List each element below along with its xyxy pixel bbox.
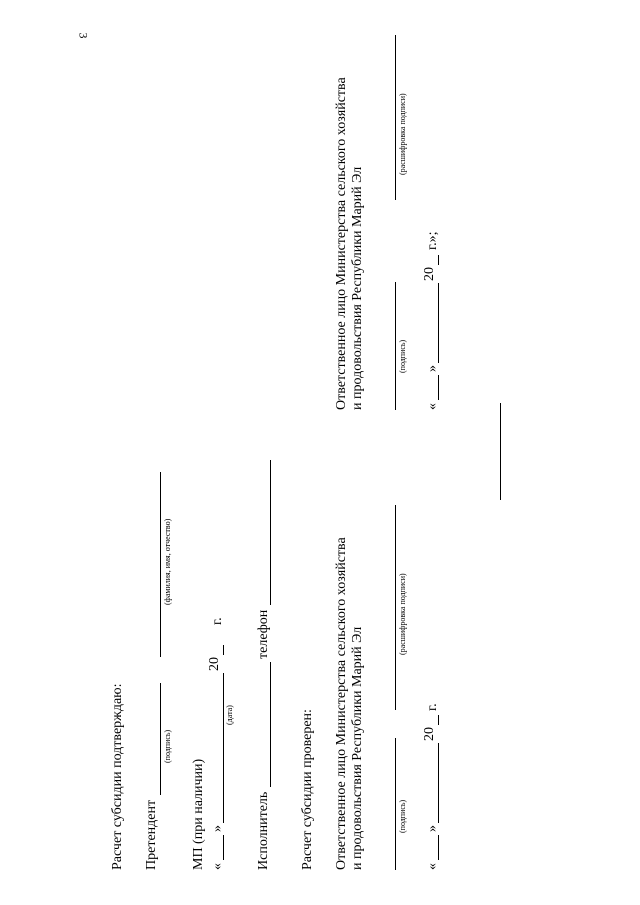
applicant-signature-line (160, 683, 161, 795)
year-line-2 (438, 715, 439, 725)
date-hint: (дата) (225, 705, 234, 725)
applicant-name-line (160, 472, 161, 657)
signature-hint-2: (подпись) (398, 799, 407, 833)
quote-close-2: » (425, 825, 440, 832)
decode-hint: (расшифровка подписи) (398, 573, 407, 655)
year-suffix-2: г. (425, 703, 440, 711)
checked-heading: Расчет субсидии проверен: (300, 709, 315, 870)
month-line (223, 673, 224, 823)
year-prefix-2: 20 (422, 727, 437, 741)
right-quote-open: « (425, 403, 440, 410)
right-official-line-1: Ответственное лицо Министерства сельского хозяйства (334, 77, 349, 410)
executor-line (270, 662, 271, 787)
right-month-line (438, 283, 439, 363)
name-hint: (фамилия, имя, отчество) (163, 518, 172, 605)
phone-line (270, 460, 271, 605)
year-suffix: г. (210, 617, 225, 625)
official-line-1: Ответственное лицо Министерства сельского хозяйства (334, 537, 349, 870)
official-signature-line (395, 738, 396, 870)
quote-open-2: « (425, 863, 440, 870)
quote-open: « (210, 863, 225, 870)
official-line-2: и продовольствия Республики Марий Эл (350, 626, 365, 870)
year-prefix: 20 (207, 657, 222, 671)
right-day-line (438, 375, 439, 400)
applicant-label: Претендент (144, 799, 159, 870)
right-decode-hint: (расшифровка подписи) (398, 93, 407, 175)
confirm-heading: Расчет субсидии подтверждаю: (110, 683, 125, 870)
month-line-2 (438, 743, 439, 823)
separator-line (500, 403, 501, 500)
right-year-line (438, 255, 439, 265)
right-official-line-2: и продовольствия Республики Марий Эл (350, 166, 365, 410)
day-line (223, 835, 224, 860)
right-year-prefix: 20 (422, 267, 437, 281)
executor-label: Исполнитель (256, 791, 271, 870)
right-signature-hint: (подпись) (398, 339, 407, 373)
stamp-label: МП (при наличии) (191, 758, 206, 870)
right-signature-line (395, 282, 396, 410)
year-line (223, 645, 224, 655)
right-year-suffix: г.»; (425, 231, 440, 250)
right-quote-close: » (425, 365, 440, 372)
quote-close: » (210, 825, 225, 832)
official-decode-line (395, 505, 396, 710)
right-decode-line (395, 35, 396, 200)
day-line-2 (438, 835, 439, 860)
phone-label: телефон (256, 609, 271, 659)
signature-hint: (подпись) (163, 729, 172, 763)
page-number: 3 (76, 32, 91, 39)
